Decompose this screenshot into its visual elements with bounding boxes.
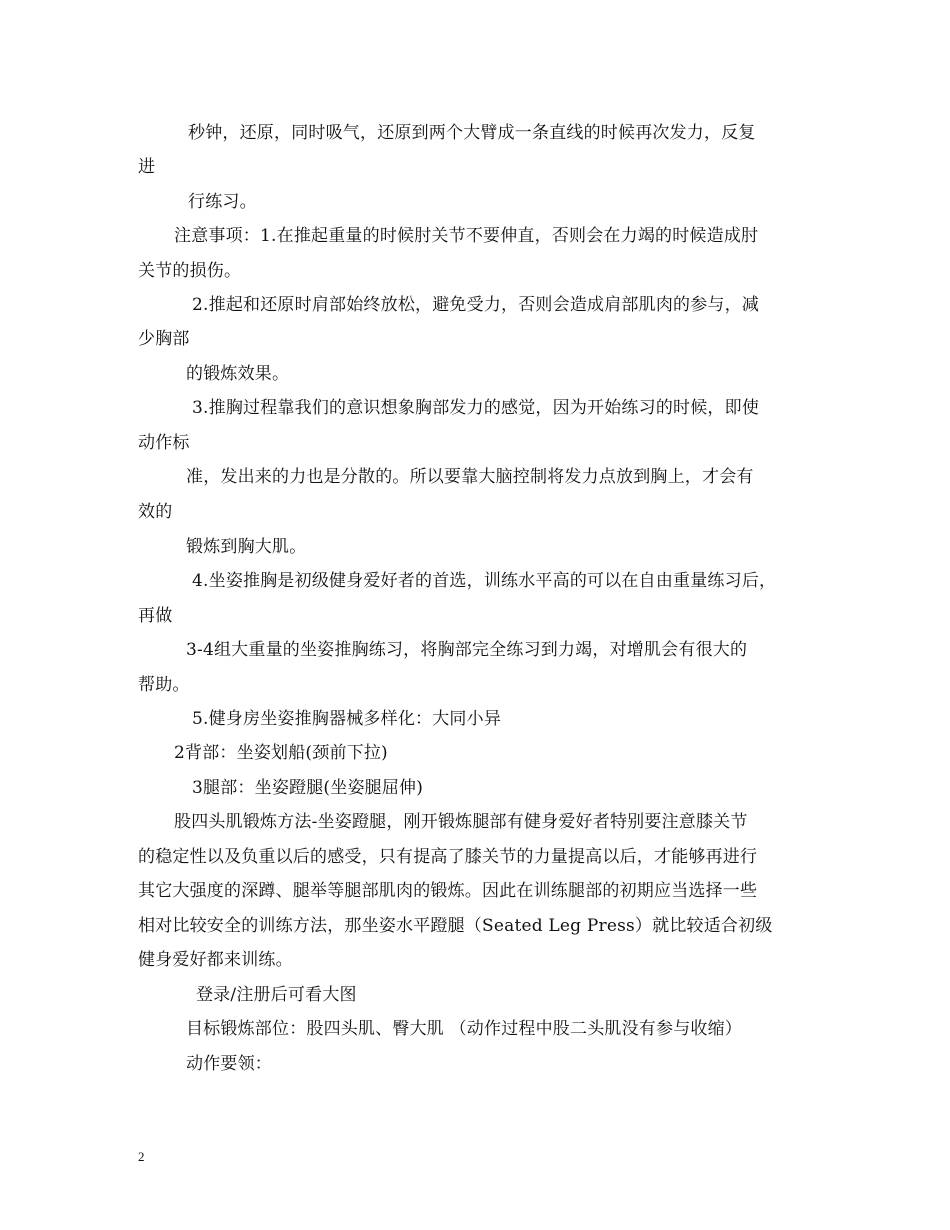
text-line: 3.推胸过程靠我们的意识想象胸部发力的感觉，因为开始练习的时候，即使 (192, 398, 760, 418)
text-line: 4.坐姿推胸是初级健身爱好者的首选，训练水平高的可以在自由重量练习后， (192, 571, 777, 591)
text-line: 少胸部 (138, 329, 190, 349)
text-line: 注意事项：1.在推起重量的时候肘关节不要伸直，否则会在力竭的时候造成肘 (174, 226, 759, 246)
text-line: 健身爱好都来训练。 (138, 950, 293, 970)
text-line: 动作要领： (186, 1054, 272, 1074)
text-line: 秒钟，还原，同时吸气，还原到两个大臂成一条直线的时候再次发力，反复 (188, 123, 756, 143)
text-line: 动作标 (138, 433, 190, 453)
text-line: 3腿部：坐姿蹬腿(坐姿腿屈伸) (192, 778, 424, 798)
text-line: 进 (138, 157, 156, 177)
text-line: 锻炼到胸大肌。 (186, 537, 307, 557)
text-line: 5.健身房坐姿推胸器械多样化：大同小异 (192, 709, 502, 729)
text-line: 准，发出来的力也是分散的。所以要靠大脑控制将发力点放到胸上，才会有 (186, 467, 754, 487)
text-line: 登录/注册后可看大图 (196, 985, 357, 1005)
text-line: 效的 (138, 502, 173, 522)
text-line: 的锻炼效果。 (186, 364, 290, 384)
text-line: 关节的损伤。 (138, 261, 242, 281)
text-line: 帮助。 (138, 675, 190, 695)
text-line: 2.推起和还原时肩部始终放松，避免受力，否则会造成肩部肌肉的参与，减 (192, 295, 760, 315)
text-line: 相对比较安全的训练方法，那坐姿水平蹬腿（Seated Leg Press）就比较适合初级 (138, 916, 773, 936)
text-line: 其它大强度的深蹲、腿举等腿部肌肉的锻炼。因此在训练腿部的初期应当选择一些 (138, 881, 758, 901)
page-number: 2 (138, 1149, 145, 1164)
text-line: 目标锻炼部位：股四头肌、臀大肌 （动作过程中股二头肌没有参与收缩） (186, 1019, 743, 1039)
text-line: 的稳定性以及负重以后的感受，只有提高了膝关节的力量提高以后，才能够再进行 (138, 847, 758, 867)
text-line: 股四头肌锻炼方法-坐姿蹬腿，刚开锻炼腿部有健身爱好者特别要注意膝关节 (174, 812, 748, 832)
text-line: 行练习。 (188, 192, 257, 212)
text-line: 2背部：坐姿划船(颈前下拉) (174, 743, 388, 763)
text-line: 3-4组大重量的坐姿推胸练习，将胸部完全练习到力竭，对增肌会有很大的 (186, 640, 748, 660)
text-line: 再做 (138, 606, 173, 626)
